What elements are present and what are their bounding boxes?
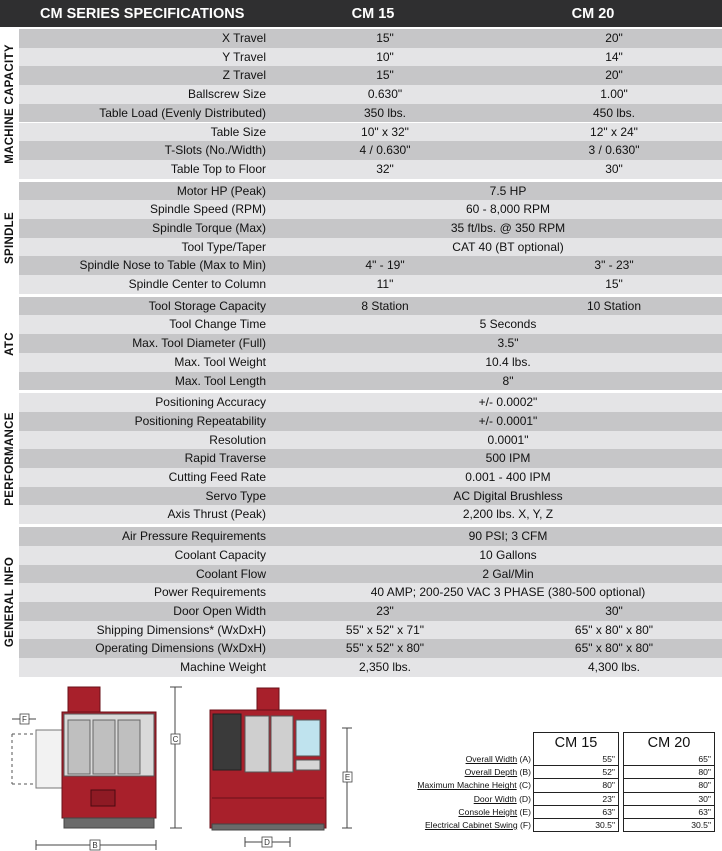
spec-row bbox=[19, 393, 722, 412]
dim-label-key: (C) bbox=[519, 780, 531, 791]
spec-label: Tool Change Time bbox=[169, 317, 266, 332]
spec-title: CM SERIES SPECIFICATIONS bbox=[40, 6, 245, 22]
section-divider bbox=[0, 525, 722, 526]
section-divider bbox=[0, 295, 722, 296]
spec-row bbox=[19, 29, 722, 48]
front-view-drawing bbox=[210, 688, 352, 847]
spec-label: Door Open Width bbox=[173, 603, 266, 618]
spec-value-cm20: 30" bbox=[605, 603, 623, 618]
section-atc bbox=[0, 297, 722, 391]
spec-label: Max. Tool Weight bbox=[174, 354, 266, 369]
dim-label-f: F bbox=[22, 715, 27, 724]
spec-row bbox=[19, 353, 722, 372]
spec-value-cm20: 1.00" bbox=[600, 87, 628, 102]
spec-label: X Travel bbox=[221, 31, 266, 45]
spec-value-cm20: 4,300 lbs. bbox=[587, 660, 641, 675]
spec-value-cm15: 15" bbox=[376, 68, 394, 83]
spec-label: Coolant Flow bbox=[195, 566, 266, 581]
dim-value-cm20: 80" bbox=[623, 779, 715, 792]
spec-row bbox=[19, 487, 722, 506]
spec-table-header bbox=[0, 0, 722, 27]
dim-value-cm15: 30.5" bbox=[533, 819, 619, 832]
dim-label-text: Maximum Machine Height bbox=[417, 780, 517, 791]
section-general-info bbox=[0, 527, 722, 677]
spec-value-cm15: 0.630" bbox=[367, 87, 403, 102]
spec-label: Z Travel bbox=[222, 68, 266, 83]
spec-row bbox=[19, 66, 722, 85]
dim-label-key: (B) bbox=[519, 767, 531, 778]
spec-label: Ballscrew Size bbox=[187, 87, 266, 102]
spec-value-cm20: 3" - 23" bbox=[594, 258, 634, 273]
spec-value-cm15: 15" bbox=[376, 31, 394, 45]
section-spindle bbox=[0, 182, 722, 294]
dim-value-cm20: 30.5" bbox=[623, 819, 715, 832]
spec-value-cm15: 8 Station bbox=[361, 298, 409, 313]
spec-label: Spindle Speed (RPM) bbox=[149, 202, 266, 217]
dim-row bbox=[398, 793, 722, 806]
spec-value-cm20: 65" x 80" x 80" bbox=[574, 622, 654, 637]
spec-label: Rapid Traverse bbox=[184, 451, 266, 466]
machine-drawings bbox=[0, 672, 400, 851]
spec-row bbox=[19, 431, 722, 450]
spec-label: T-Slots (No./Width) bbox=[164, 143, 266, 158]
dim-label bbox=[474, 793, 531, 806]
section-label bbox=[0, 527, 19, 677]
dim-value-cm20: 80" bbox=[623, 766, 715, 779]
spec-value-cm20: 30" bbox=[605, 161, 623, 176]
spec-value-cm15: 10" bbox=[376, 49, 394, 64]
spec-row bbox=[19, 85, 722, 104]
spec-row bbox=[19, 297, 722, 316]
dim-label bbox=[425, 819, 531, 832]
spec-value-cm15: 11" bbox=[376, 277, 394, 292]
spec-value-cm15: 55" x 52" x 71" bbox=[345, 622, 425, 637]
spec-label: Servo Type bbox=[205, 488, 266, 503]
spec-row bbox=[19, 256, 722, 275]
spec-row bbox=[19, 527, 722, 546]
section-machine-capacity bbox=[0, 29, 722, 179]
spec-label: Machine Weight bbox=[180, 660, 266, 675]
spec-value-cm15: 10" x 32" bbox=[361, 124, 409, 139]
spec-label: Axis Thrust (Peak) bbox=[167, 507, 266, 522]
dim-label bbox=[458, 806, 531, 819]
spec-value-both: CAT 40 (BT optional) bbox=[452, 239, 564, 254]
spec-row bbox=[19, 275, 722, 294]
spec-label: Table Top to Floor bbox=[170, 161, 266, 176]
section-label bbox=[0, 393, 19, 524]
spec-row bbox=[19, 602, 722, 621]
section-performance bbox=[0, 393, 722, 524]
dim-label-text: Door Width bbox=[473, 793, 517, 804]
dim-label bbox=[417, 779, 531, 792]
dim-row bbox=[398, 806, 722, 819]
spec-value-cm15: 23" bbox=[376, 603, 394, 618]
spec-row bbox=[19, 141, 722, 160]
dim-value-cm20: 30" bbox=[623, 793, 715, 806]
dim-column-header-cm20: CM 20 bbox=[623, 732, 715, 753]
spec-label: Table Load (Evenly Distributed) bbox=[99, 105, 266, 120]
dimensions-table bbox=[398, 732, 722, 842]
spec-value-cm20: 20" bbox=[605, 31, 623, 45]
spec-row bbox=[19, 238, 722, 257]
dim-row bbox=[398, 766, 722, 779]
section-label bbox=[0, 29, 19, 179]
spec-row bbox=[19, 123, 722, 142]
spec-value-both: 0.0001" bbox=[487, 432, 529, 447]
spec-value-cm20: 14" bbox=[605, 49, 623, 64]
spec-value-both: 5 Seconds bbox=[479, 317, 537, 332]
spec-label: Cutting Feed Rate bbox=[168, 470, 266, 485]
spec-value-both: 2,200 lbs. X, Y, Z bbox=[462, 507, 554, 522]
spec-label: Spindle Nose to Table (Max to Min) bbox=[79, 258, 266, 273]
dim-label bbox=[466, 753, 531, 766]
column-header-cm20: CM 20 bbox=[571, 6, 615, 22]
spec-label: Motor HP (Peak) bbox=[176, 183, 266, 198]
dim-label bbox=[465, 766, 531, 779]
spec-value-cm15: 4" - 19" bbox=[365, 258, 405, 273]
spec-label: Table Size bbox=[210, 124, 266, 139]
spec-label: Positioning Accuracy bbox=[155, 395, 266, 410]
dim-label-c: C bbox=[172, 735, 179, 744]
dim-value-cm15: 23" bbox=[533, 793, 619, 806]
dim-value-cm15: 80" bbox=[533, 779, 619, 792]
spec-row bbox=[19, 639, 722, 658]
section-label-text: SPINDLE bbox=[3, 211, 16, 264]
spec-value-cm15: 350 lbs. bbox=[363, 105, 407, 120]
section-divider bbox=[0, 391, 722, 392]
spec-label: Coolant Capacity bbox=[174, 547, 266, 562]
spec-row bbox=[19, 219, 722, 238]
spec-label: Positioning Repeatability bbox=[134, 413, 266, 428]
spec-row bbox=[19, 565, 722, 584]
spec-row bbox=[19, 315, 722, 334]
spec-row bbox=[19, 546, 722, 565]
dim-value-cm15: 63" bbox=[533, 806, 619, 819]
spec-value-cm15: 4 / 0.630" bbox=[359, 143, 411, 158]
spec-value-cm20: 3 / 0.630" bbox=[588, 143, 640, 158]
column-header-cm15: CM 15 bbox=[351, 6, 395, 22]
spec-value-both: AC Digital Brushless bbox=[453, 488, 563, 503]
section-divider bbox=[0, 180, 722, 181]
spec-label: Shipping Dimensions* (WxDxH) bbox=[96, 622, 266, 637]
spec-row bbox=[19, 449, 722, 468]
dim-label-b: B bbox=[92, 841, 98, 850]
side-view-drawing bbox=[12, 687, 182, 850]
spec-value-both: 35 ft/lbs. @ 350 RPM bbox=[450, 220, 566, 235]
dim-label-e: E bbox=[344, 773, 351, 782]
dim-value-cm20: 65" bbox=[623, 753, 715, 766]
spec-value-cm15: 55" x 52" x 80" bbox=[345, 641, 425, 656]
spec-value-both: 7.5 HP bbox=[489, 183, 527, 198]
spec-label: Operating Dimensions (WxDxH) bbox=[95, 641, 266, 656]
spec-row bbox=[19, 621, 722, 640]
spec-value-both: 2 Gal/Min bbox=[482, 566, 534, 581]
dim-value-cm20: 63" bbox=[623, 806, 715, 819]
section-label bbox=[0, 297, 19, 391]
spec-value-both: 0.001 - 400 IPM bbox=[465, 470, 551, 485]
spec-value-both: 10 Gallons bbox=[479, 547, 537, 562]
spec-row bbox=[19, 104, 722, 123]
spec-label: Resolution bbox=[209, 432, 266, 447]
dim-value-cm15: 52" bbox=[533, 766, 619, 779]
dim-label-text: Overall Width bbox=[465, 754, 518, 764]
spec-value-cm20: 12" x 24" bbox=[590, 124, 638, 139]
spec-label: Max. Tool Diameter (Full) bbox=[132, 336, 266, 351]
spec-label: Max. Tool Length bbox=[174, 373, 266, 388]
spec-value-both: 10.4 lbs. bbox=[485, 354, 531, 369]
spec-value-cm15: 32" bbox=[376, 161, 394, 176]
spec-row bbox=[19, 48, 722, 67]
spec-value-cm15: 2,350 lbs. bbox=[358, 660, 412, 675]
dim-label-key: (A) bbox=[519, 754, 531, 764]
spec-value-cm20: 15" bbox=[605, 277, 623, 292]
dim-row bbox=[398, 819, 722, 832]
dim-label-key: (E) bbox=[519, 806, 531, 817]
spec-label: Spindle Torque (Max) bbox=[152, 220, 266, 235]
spec-value-cm20: 65" x 80" x 80" bbox=[574, 641, 654, 656]
spec-row bbox=[19, 412, 722, 431]
spec-row bbox=[19, 583, 722, 602]
spec-value-both: 500 IPM bbox=[485, 451, 531, 466]
spec-label: Tool Storage Capacity bbox=[148, 298, 266, 313]
spec-value-both: 8" bbox=[502, 373, 514, 388]
dim-label-key: (D) bbox=[519, 793, 531, 804]
spec-label: Y Travel bbox=[222, 49, 266, 64]
section-label-text: PERFORMANCE bbox=[3, 412, 16, 506]
section-label-text: MACHINE CAPACITY bbox=[3, 44, 16, 164]
spec-row bbox=[19, 505, 722, 524]
dim-label-text: Overall Depth bbox=[464, 767, 518, 778]
spec-value-both: 90 PSI; 3 CFM bbox=[468, 529, 548, 544]
spec-value-cm20: 20" bbox=[605, 68, 623, 83]
spec-row bbox=[19, 468, 722, 487]
spec-label: Air Pressure Requirements bbox=[121, 529, 266, 544]
dim-value-cm15: 55" bbox=[533, 753, 619, 766]
spec-row bbox=[19, 200, 722, 219]
dim-label-text: Electrical Cabinet Swing bbox=[424, 820, 518, 830]
spec-label: Tool Type/Taper bbox=[181, 239, 266, 254]
dim-label-d: D bbox=[264, 838, 270, 847]
dim-row bbox=[398, 779, 722, 792]
spec-row bbox=[19, 160, 722, 179]
spec-row bbox=[19, 334, 722, 353]
spec-row bbox=[19, 372, 722, 391]
spec-value-both: 60 - 8,000 RPM bbox=[465, 202, 551, 217]
section-label-text: ATC bbox=[3, 331, 16, 356]
spec-value-cm20: 10 Station bbox=[586, 298, 642, 313]
dim-row bbox=[398, 753, 722, 766]
section-label-text: GENERAL INFO bbox=[3, 556, 16, 648]
spec-value-cm20: 450 lbs. bbox=[592, 105, 636, 120]
spec-value-both: 3.5" bbox=[497, 336, 519, 351]
dim-label-key: (F) bbox=[520, 820, 531, 830]
dim-label-text: Console Height bbox=[458, 806, 518, 817]
spec-label: Power Requirements bbox=[153, 585, 266, 600]
spec-value-both: +/- 0.0002" bbox=[478, 395, 538, 410]
spec-label: Spindle Center to Column bbox=[128, 277, 266, 292]
spec-value-both: 40 AMP; 200-250 VAC 3 PHASE (380-500 optional) bbox=[370, 585, 646, 600]
spec-row bbox=[19, 182, 722, 201]
dim-column-header-cm15: CM 15 bbox=[533, 732, 619, 753]
section-label bbox=[0, 182, 19, 294]
spec-value-both: +/- 0.0001" bbox=[478, 413, 538, 428]
